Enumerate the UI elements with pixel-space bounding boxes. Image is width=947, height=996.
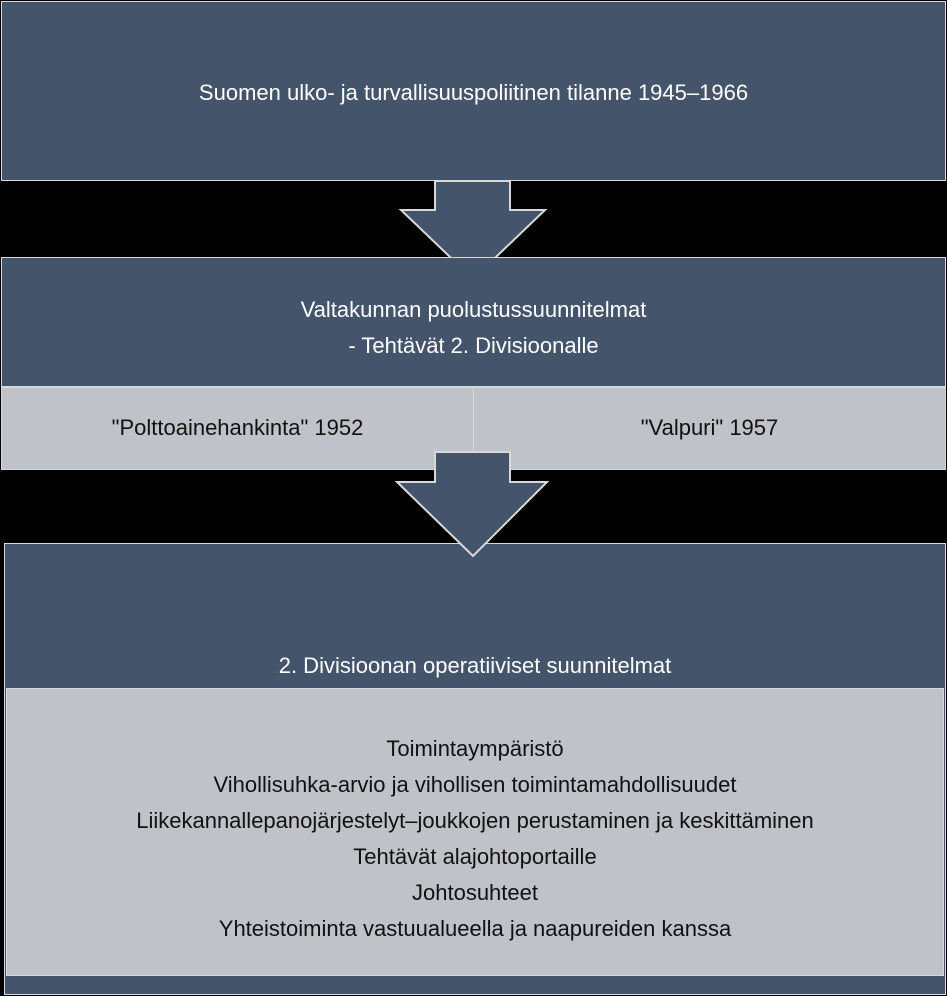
defense-plans-subtitle: - Tehtävät 2. Divisioonalle — [348, 333, 599, 358]
list-item: Tehtävät alajohtoportaille — [353, 844, 597, 869]
plan-polttoainehankinta-label: "Polttoainehankinta" 1952 — [111, 415, 364, 440]
list-item: Johtosuhteet — [412, 880, 538, 905]
operational-plans-title: 2. Divisioonan operatiiviset suunnitelmat — [278, 653, 672, 678]
list-item: Liikekannallepanojärjestelyt–joukkojen perustaminen ja keskittäminen — [136, 808, 814, 833]
plan-valpuri-label: "Valpuri" 1957 — [640, 415, 779, 440]
operational-plans-box — [4, 543, 946, 995]
operational-plans-contents — [6, 688, 944, 976]
defense-plans-title: Valtakunnan puolustussuunnitelmat — [300, 297, 647, 322]
situation-title: Suomen ulko- ja turvallisuuspoliitinen tilanne 1945–1966 — [198, 80, 749, 105]
operational-plans-list — [7, 731, 943, 947]
list-item: Yhteistoiminta vastuualueella ja naapureiden kanssa — [218, 916, 732, 941]
list-item: Toimintaympäristö — [386, 736, 564, 761]
list-item: Vihollisuhka-arvio ja vihollisen toimintamahdollisuudet — [213, 772, 737, 797]
